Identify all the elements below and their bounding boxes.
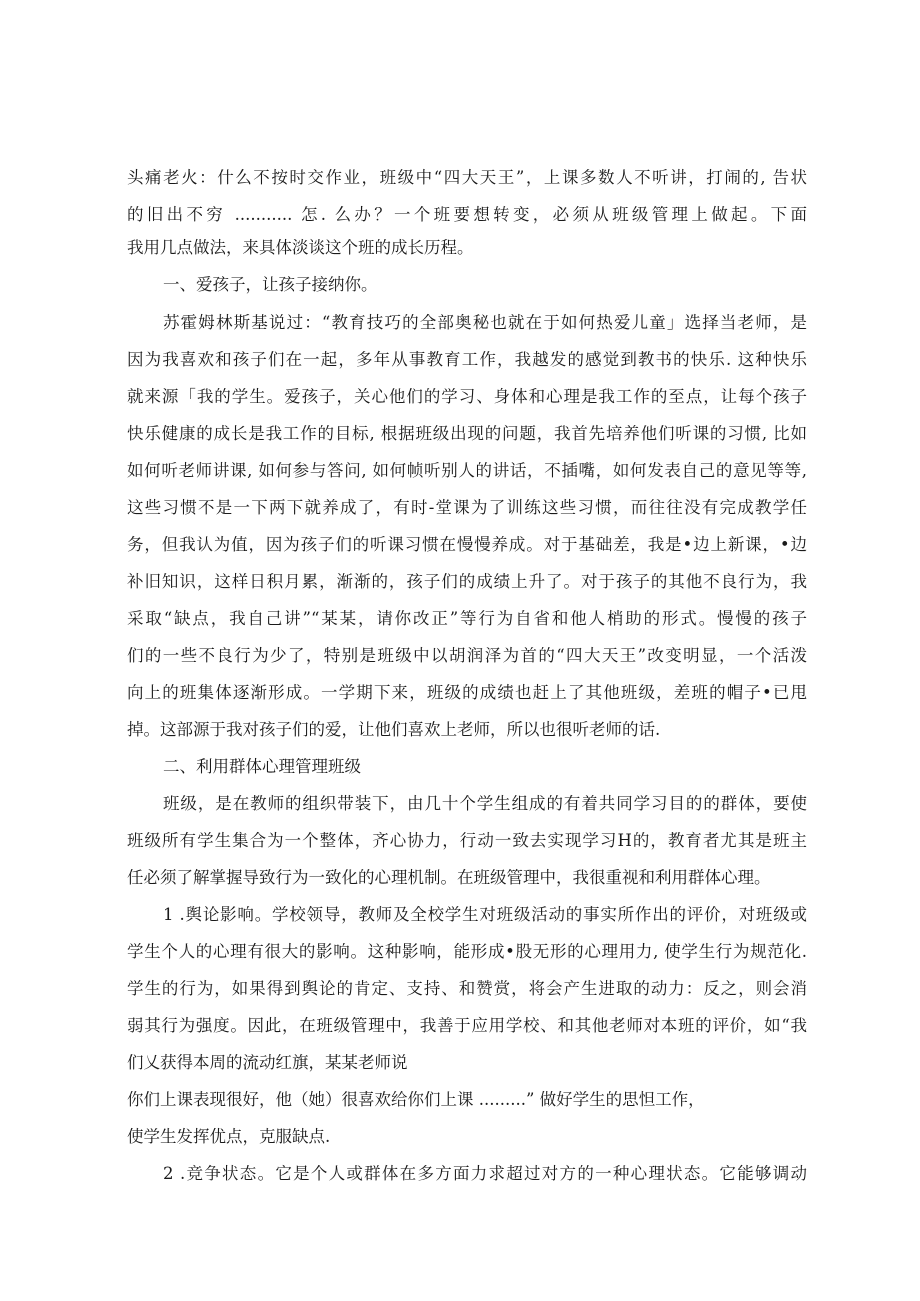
text-line: 使学生发挥优点，克服缺点. bbox=[127, 1127, 331, 1146]
text-line: 班级，是在教师的组织带装下，由几十个学生组成的有着共同学习目的的群体，要使 bbox=[163, 794, 807, 813]
text-line: 务，但我认为值，因为孩子们的听课习惯在慢慢养成。对于基础差，我是•边上新课，•边 bbox=[127, 535, 807, 554]
text-line: 苏霍姆林斯基说过：“教育技巧的全部奥秘也就在于如何热爱儿童」选择当老师，是 bbox=[163, 313, 807, 332]
text-line: 快乐健康的成长是我工作的目标, 根据班级出现的问题，我首先培养他们听课的习惯, 比如 bbox=[127, 424, 807, 443]
text-line: 2 .竞争状态。它是个人或群体在多方面力求超过对方的一种心理状态。它能够调动 bbox=[163, 1164, 807, 1183]
text-line: 如何听老师讲课, 如何参与答问, 如何帧听别人的讲话，不插嘴，如何发表自己的意见等等, bbox=[127, 461, 807, 480]
text-line: 采取“缺点，我自己讲”“某某，请你改正”等行为自省和他人梢助的形式。慢慢的孩子 bbox=[127, 609, 807, 628]
text-line: 们乂获得本周的流动红旗，某某老师说 bbox=[127, 1053, 408, 1072]
text-line: 学生的行为，如果得到舆论的肯定、支持、和赞赏，将会产生进取的动力：反之，则会消 bbox=[127, 979, 807, 998]
text-line: 1 .舆论影响。学校领导，教师及全校学生对班级活动的事实所作出的评价，对班级或 bbox=[163, 905, 807, 924]
text-line: 我用几点做法，来具体淡谈这个班的成长历程。 bbox=[127, 238, 474, 257]
text-line: 你们上课表现很好，他（她）很喜欢给你们上课 .........” 做好学生的思怛工作， bbox=[127, 1090, 705, 1109]
text-line: 任必须了解掌握导致行为一致化的心理机制。在班级管理中，我很重视和利用群体心理。 bbox=[127, 868, 771, 887]
text-line: 掉。这部源于我对孩子们的爱，让他们喜欢上老师，所以也很听老师的话. bbox=[127, 720, 661, 739]
text-line: 的旧出不穷 ........... 怎. 么办？一个班要想转变，必须从班级管理上做起。下面 bbox=[127, 205, 807, 224]
text-line: 学生个人的心理有很大的影响。这种影响，能形成•股无形的心理用力, 使学生行为规范化. bbox=[127, 942, 807, 961]
text-line: 就来源「我的学生。爱孩子，关心他们的学习、身体和心理是我工作的至点，让每个孩子 bbox=[127, 387, 807, 406]
section-heading: 一、爱孩子，让孩子接纳你。 bbox=[163, 275, 378, 294]
text-line: 头痛老火：什么不按时交作业，班级中“四大天王”，上课多数人不听讲，打闹的, 告状 bbox=[127, 168, 807, 187]
text-line: 这些习惯不是一下两下就养成了，有时-堂课为了训练这些习惯，而往往没有完成教学任 bbox=[127, 498, 807, 517]
text-line: 补旧知识，这样日积月累，渐渐的，孩子们的成绩上升了。对于孩子的其他不良行为，我 bbox=[127, 572, 807, 591]
text-line: 向上的班集体逐渐形成。一学期下来，班级的成绩也赶上了其他班级，差班的帽子•已甩 bbox=[127, 683, 807, 702]
text-line: 因为我喜欢和孩子们在一起，多年从事教育工作，我越发的感觉到教书的快乐. 这种快乐 bbox=[127, 350, 807, 369]
section-heading: 二、利用群体心理管理班级 bbox=[163, 757, 361, 776]
text-line: 弱其行为强度。因此，在班级管理中，我善于应用学校、和其他老师对本班的评价，如“我 bbox=[127, 1016, 807, 1035]
text-line: 班级所有学生集合为一个整体，齐心协力，行动一致去实现学习H的，教育者尤其是班主 bbox=[127, 831, 807, 850]
text-line: 们的一些不良行为少了，特别是班级中以胡润泽为首的“四大天王”改变明显，一个活泼 bbox=[127, 646, 807, 665]
